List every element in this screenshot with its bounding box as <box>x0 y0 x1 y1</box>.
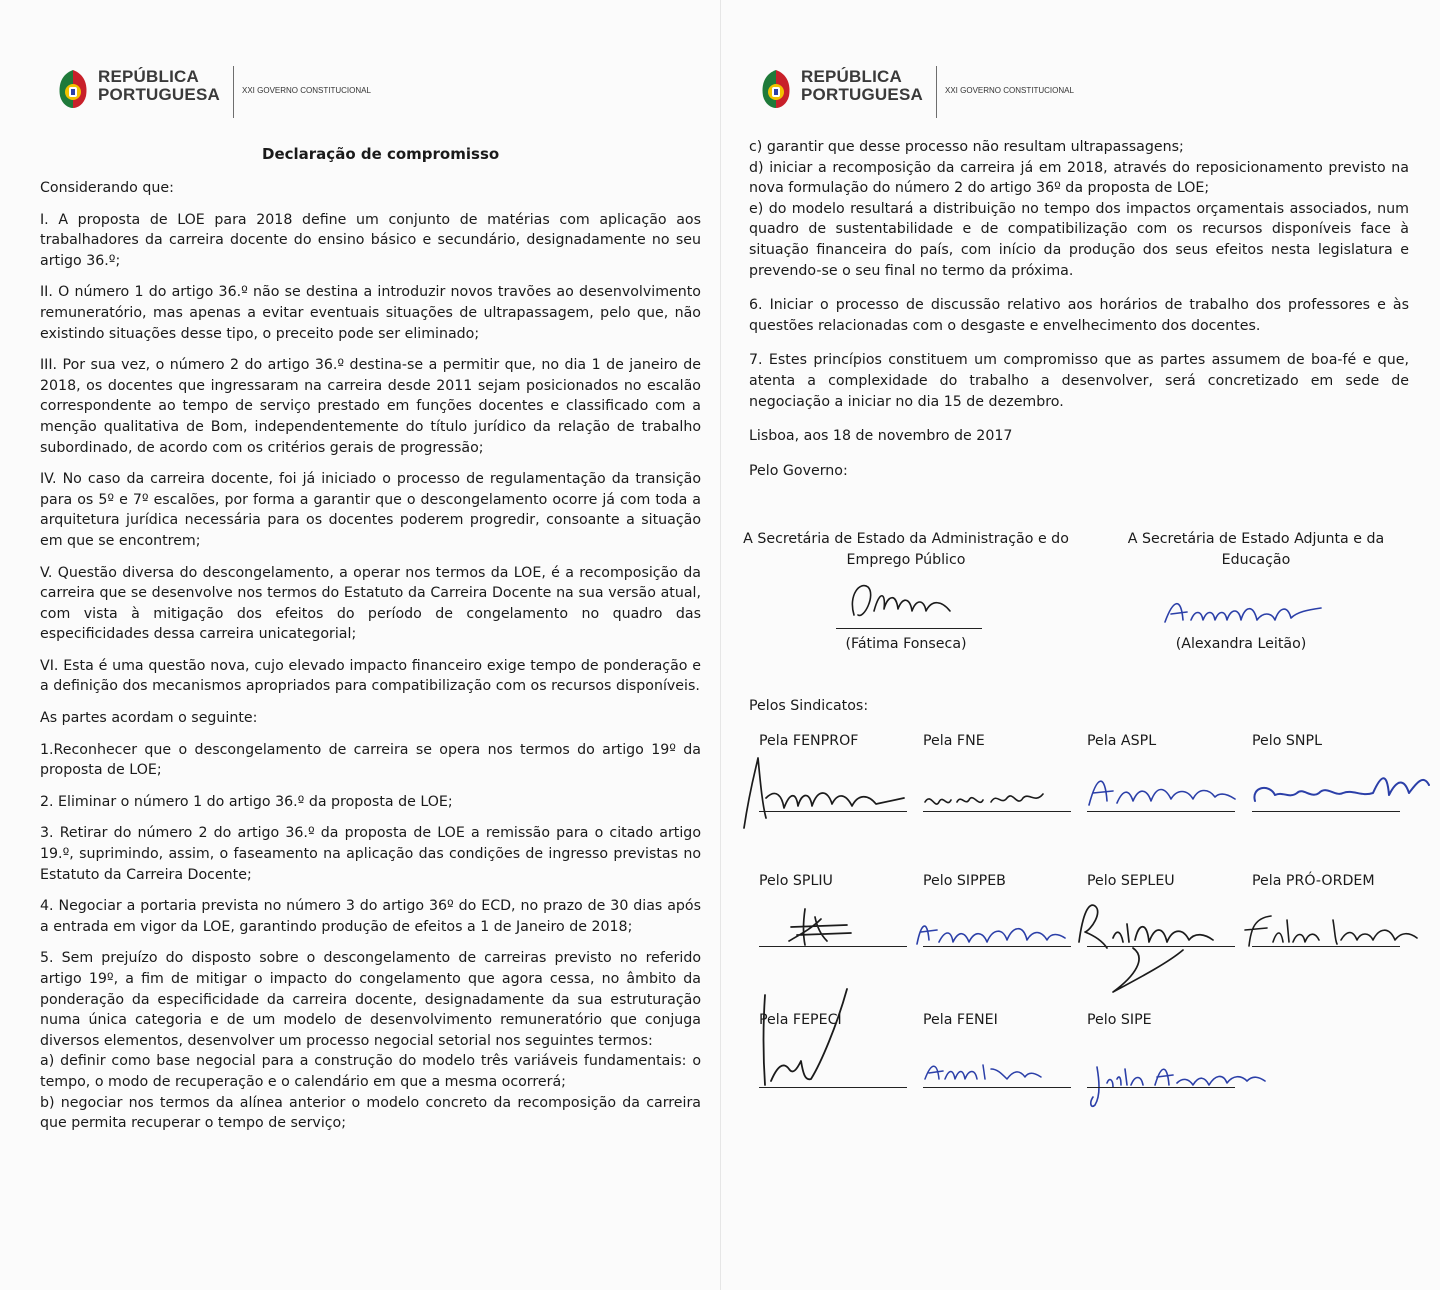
right-body-text <box>749 137 1409 492</box>
signature-line <box>759 1087 907 1088</box>
signature-aspl <box>1083 765 1243 815</box>
signature-fenei <box>921 1055 1051 1090</box>
paragraph: a) definir como base negocial para a construção do modelo três variáveis fundamentais: o tempo, o modo de recuperação e o calendário em que a mesma ocorrerá; <box>40 1053 701 1090</box>
brand-name <box>98 68 220 104</box>
document-title: Declaração de compromisso <box>262 145 500 163</box>
signatory-role: Educação <box>1221 552 1291 568</box>
government-label: XXI GOVERNO CONSTITUCIONAL <box>242 86 371 95</box>
paragraph: c) garantir que desse processo não resultam ultrapassagens; <box>749 139 1184 155</box>
brand-line-1: REPÚBLICA <box>98 67 199 86</box>
signatory-role: A Secretária de Estado da Administração e do <box>743 531 1069 547</box>
letterhead-divider <box>233 66 234 118</box>
signature-sipe <box>1087 1055 1277 1115</box>
signature-fepeci <box>751 985 871 1095</box>
signature-line <box>759 811 907 812</box>
paragraph: 3. Retirar do número 2 do artigo 36.º da proposta de LOE a remissão para o citado artigo 19.º, suprimindo, assim, o faseamento na aplicação das condições de ingresso previstas no Estatuto da Carreira Docente; <box>40 825 701 883</box>
signature-pro-ordem <box>1241 910 1431 955</box>
union-sepleu-label: Pelo SEPLEU <box>1087 873 1175 889</box>
brand-line-2: PORTUGUESA <box>801 85 923 104</box>
republic-emblem-icon <box>759 68 793 110</box>
paragraph: b) negociar nos termos da alínea anterior o modelo concreto da recomposição da carreira que permita recuperar o tempo de serviço; <box>40 1094 701 1132</box>
paragraph: Considerando que: <box>40 180 174 196</box>
signatory-role: Emprego Público <box>846 552 966 568</box>
union-spliu-label: Pelo SPLIU <box>759 873 833 889</box>
signature-line <box>759 946 907 947</box>
republic-emblem-icon <box>56 68 90 110</box>
paragraph: V. Questão diversa do descongelamento, a operar nos termos da LOE, é a recomposição da carreira que se desenvolve nos termos do Estatuto da Carreira Docente na sua versão atual, com vista à mitigação dos efeitos do período de congelamento no quadro das especificidades dessa carreira unicategorial; <box>40 564 701 643</box>
union-aspl-label: Pela ASPL <box>1087 733 1157 749</box>
signature-line <box>1087 811 1235 812</box>
signature-line <box>1252 811 1400 812</box>
union-fenprof-label: Pela FENPROF <box>759 733 859 749</box>
paragraph: As partes acordam o seguinte: <box>40 710 258 727</box>
union-snpl-label: Pelo SNPL <box>1252 733 1322 749</box>
signature-line <box>836 628 982 629</box>
brand-name <box>801 68 923 104</box>
place-date: Lisboa, aos 18 de novembro de 2017 <box>749 428 1013 445</box>
signature-snpl <box>1249 765 1434 815</box>
union-sipe-label: Pelo SIPE <box>1087 1012 1152 1028</box>
paragraph: I. A proposta de LOE para 2018 define um conjunto de matérias com aplicação aos trabalhadores da carreira docente do ensino básico e secundário, designadamente no seu artigo 36.º; <box>40 211 701 269</box>
signature-line <box>1087 946 1235 947</box>
letterhead-divider <box>936 66 937 118</box>
paragraph: II. O número 1 do artigo 36.º não se destina a introduzir novos travões ao desenvolvimento remuneratório, mas apenas a evitar eventuais situações de ultrapassagem, pelo que, não existindo situações desse tipo, o preceito pode ser eliminado; <box>40 284 701 342</box>
signatory-role: A Secretária de Estado Adjunta e da <box>1127 531 1385 547</box>
unions-label: Pelos Sindicatos: <box>749 698 869 714</box>
left-body-text <box>40 178 701 1134</box>
paragraph: III. Por sua vez, o número 2 do artigo 36.º destina-se a permitir que, no dia 1 de janeiro de 2018, os docentes que ingressaram na carreira desde 2011 sejam posicionados no escalão correspondente ao tempo de serviço prestado em funções docentes e classificado com a menção qualitativa de Bom, independentemente do título jurídico da relação de trabalho subordinado, de acordo com os critérios gerais de progressão; <box>40 357 701 456</box>
signatory-name: (Fátima Fonseca) <box>845 636 967 652</box>
paragraph: 4. Negociar a portaria prevista no número 3 do artigo 36º do ECD, no prazo de 30 dias após a entrada em vigor da LOE, garantindo produção de efeitos a 1 de Janeiro de 2018; <box>40 898 701 935</box>
government-label: XXI GOVERNO CONSTITUCIONAL <box>945 86 1074 95</box>
government-signatories-label: Pelo Governo: <box>749 462 848 479</box>
signature-line <box>923 811 1071 812</box>
paragraph: 2. Eliminar o número 1 do artigo 36.º da proposta de LOE; <box>40 793 453 810</box>
signature-fatima-fonseca <box>846 575 976 630</box>
signature-line <box>923 946 1071 947</box>
union-sippeb-label: Pelo SIPPEB <box>923 873 1006 889</box>
paragraph: 7. Estes princípios constituem um compromisso que as partes assumem de boa-fé e que, atenta a complexidade do trabalho a desenvolver, será concretizado em sede de negociação a iniciar no dia 15 de dezembro. <box>749 352 1409 410</box>
signature-fne <box>921 780 1061 820</box>
signature-line <box>1087 1087 1235 1088</box>
paragraph: IV. No caso da carreira docente, foi já iniciado o processo de regulamentação da transição para os 5º e 7º escalões, por forma a garantir que o descongelamento ocorre já com toda a arquitetura jurídica necessária para os docentes poderem progredir, consoante a situação em que se encontrem; <box>40 471 701 549</box>
paragraph: d) iniciar a recomposição da carreira já em 2018, através do reposicionamento previsto na nova formulação do número 2 do artigo 36º da proposta de LOE; <box>749 159 1409 197</box>
paragraph: 5. Sem prejuízo do disposto sobre o descongelamento de carreiras previsto no referido artigo 19º, a fim de mitigar o impacto do congelamento que agora cessa, no âmbito da ponderação da especificidade da carreira docente, designadamente da sua estruturação numa única categoria e de um modelo de desenvolvimento remuneratório que conjuga diversos elementos, desenvolver um processo negocial setorial nos seguintes termos: <box>40 950 701 1049</box>
signature-line <box>1252 946 1400 947</box>
signatory-administration <box>731 529 1081 571</box>
page-right <box>720 0 1440 1290</box>
paragraph: 6. Iniciar o processo de discussão relativo aos horários de trabalho dos professores e às questões relacionadas com o desgaste e envelhecimento dos docentes. <box>749 297 1409 334</box>
paragraph: VI. Esta é uma questão nova, cujo elevado impacto financeiro exige tempo de ponderação e a definição dos mecanismos apropriados para compatibilização com os recursos disponíveis. <box>40 657 701 695</box>
paragraph: 1.Reconhecer que o descongelamento de carreira se opera nos termos do artigo 19º da proposta de LOE; <box>40 741 701 779</box>
signature-line <box>923 1087 1071 1088</box>
paragraph: e) do modelo resultará a distribuição no tempo dos impactos orçamentais associados, num quadro de sustentabilidade e de compatibilização com os recursos disponíveis face à situação financeira do país, com início da produção dos seus efeitos nesta legislatura e prevendo-se o seu final no termo da próxima. <box>749 200 1409 279</box>
signature-alexandra-leitao <box>1161 590 1341 635</box>
signature-sippeb <box>913 910 1073 955</box>
signature-fenprof <box>736 748 906 843</box>
union-pro-ordem-label: Pela PRÓ-ORDEM <box>1252 873 1375 889</box>
union-fepeci-label: Pela FEPECI <box>759 1012 842 1028</box>
union-fenei-label: Pela FENEI <box>923 1012 998 1028</box>
signature-spliu <box>781 905 861 950</box>
signatory-name: (Alexandra Leitão) <box>1175 636 1307 652</box>
signature-sepleu <box>1073 892 1243 1002</box>
union-fne-label: Pela FNE <box>923 733 985 749</box>
signatory-education <box>1091 529 1421 571</box>
brand-line-1: REPÚBLICA <box>801 67 902 86</box>
brand-line-2: PORTUGUESA <box>98 85 220 104</box>
